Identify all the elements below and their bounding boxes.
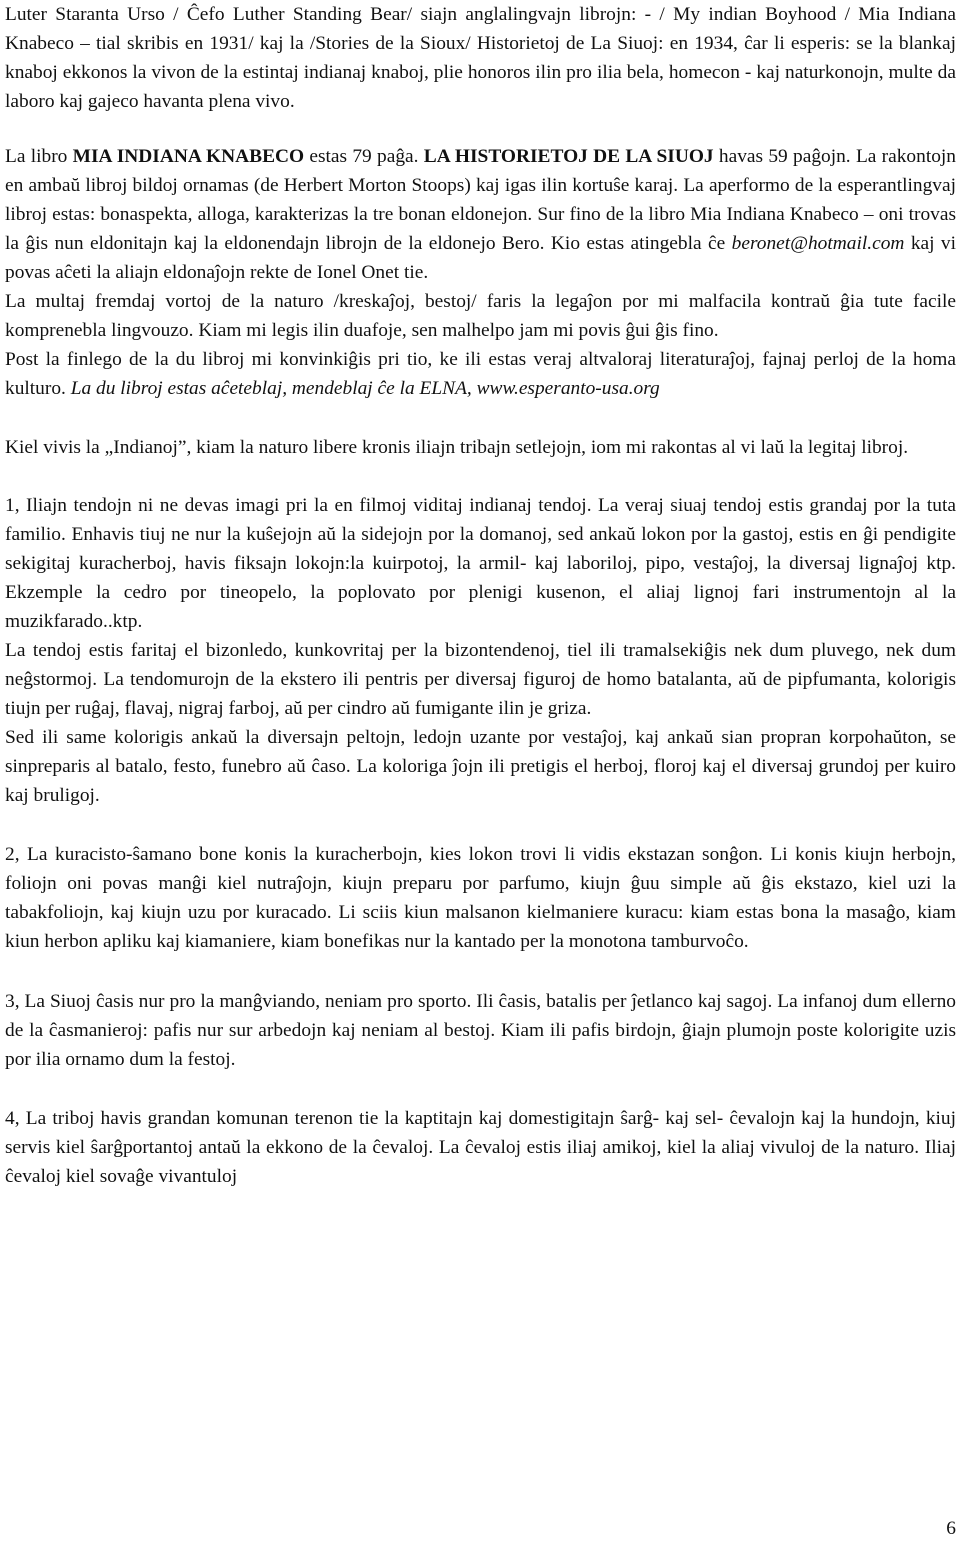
indians-text: Kiel vivis la „Indianoj”, kiam la naturo libere kronis iliajn tribajn setlejojn, iom mi rakontas al vi laŭ la legitaj libroj. [5,437,909,458]
intro-text: Luter Staranta Urso / Ĉefo Luther Standing Bear/ siajn anglalingvajn librojn: - / My indian Boyhood / Mia Indiana Knabeco – tial skribis en 1931/ kaj la /Stories de la Sioux/ Historietoj de La Siuoj: en 1934, ĉar li esperis: se la blankaj knaboj ekkonos la vivon de la estintaj indianaj knaboj, plie honoros ilin pro ilia bela, homecon - kaj naturkonojn, multe da laboro kaj gajeco havanta plena vivo. [5,4,956,112]
section-2-paragraph [5,840,956,956]
section-4-text: 4, La triboj havis grandan komunan terenon tie la kaptitajn kaj domestigitajn ŝarĝ- kaj sel- ĉevalojn kaj la hundojn, kiuj servis kiel ŝarĝportantoj antaŭ la ekkono de la ĉevaloj. La ĉevaloj estis iliaj amikoj, kiel la aliaj vivuloj de la naturo. Iliaj ĉevaloj kiel sovaĝe vivantuloj [5,1108,956,1187]
reading-text: Post la finlego de la du libroj mi konvinkiĝis pri tio, ke ili estas veraj altvaloraj literaturaĵoj, fajnaj perloj de la homa kulturo. [5,349,956,399]
tents-paragraph [5,636,956,723]
section-3-paragraph [5,987,956,1074]
page-number: 6 [946,1518,956,1539]
colors-text: Sed ili same kolorigis ankaŭ la diversajn peltojn, ledojn uzante por vestaĵoj, kaj ankaŭ sian propran korpohaŭton, se sinpreparis al batalo, festo, funebro aŭ ĉaso. La koloriga ĵojn ili pretigis el herboj, floroj kaj el diversaj grundoj per kuiro kaj bruligoj. [5,727,956,806]
books-text-2: estas 79 paĝa. [304,146,424,167]
section-1-paragraph [5,491,956,636]
book-title-historietoj: LA HISTORIETOJ DE LA SIUOJ [423,146,714,167]
nature-text: La multaj fremdaj vortoj de la naturo /kreskaĵoj, bestoj/ faris la legaĵon por mi malfacila kontraŭ ĝia tute facile komprenebla lingvouzo. Kiam mi legis ilin duafoje, sen malhelpo jam mi povis ĝui ĝis fino. [5,291,956,341]
books-paragraph [5,142,956,287]
email-link[interactable]: beronet@hotmail.com [731,233,905,254]
section-3-text: 3, La Siuoj ĉasis nur pro la manĝviando, neniam pro sporto. Ili ĉasis, batalis per ĵetlanco kaj sagoj. La infanoj dum ellerno de la ĉasmanieroj: pafis nur sur arbedojn kaj neniam al bestoj. Kiam ili pafis birdojn, ĝiajn plumojn poste kolorigite uzis por ilia ornamo dum la festoj. [5,991,956,1070]
books-text-5: kaj vi povas aĉeti la aliajn eldonaĵojn rekte de Ionel Onet tie. [5,233,956,283]
section-2-text: 2, La kuracisto-ŝamano bone konis la kuracherbojn, kies lokon trovi li vidis ekstazan sonĝon. Li konis kiujn herbojn, foliojn oni povas manĝi kiel nutraĵojn, kiujn preparu por parfumo, kiujn ĝuu simple aŭ ĝis ekstazo, kiel uzi la tabakfoliojn, kaj kiujn uzu por kuracado. Li sciis kiun malsanon kielmaniere kuracu: kiam estas bona la masaĝo, kiam kiun herbon apliku kaj kiamaniere, kiam bonefikas nur la kantado per la monotona tamburvoĉo. [5,844,956,952]
book-title-mia-indiana-knabeco: MIA INDIANA KNABECO [72,146,305,167]
intro-paragraph [5,0,956,116]
tents-text: La tendoj estis faritaj el bizonledo, kunkovritaj per la bizontendenoj, tiel ili tramalsekiĝis nek dum pluvego, nek dum neĝstormoj. La tendomurojn de la ekstero ili pentris per diversaj figuroj de homo batalanta, aŭ de pipfumanta, kolorigis tiujn per ruĝaj, flavaj, nigraj farboj, aŭ per cindro aŭ fumigante ilin je griza. [5,640,956,719]
books-text-3: havas 59 paĝojn. [713,146,856,167]
colors-paragraph [5,723,956,810]
nature-paragraph [5,287,956,345]
reading-paragraph [5,345,956,403]
indians-paragraph [5,433,956,462]
section-1-text: 1, Iliajn tendojn ni ne devas imagi pri la en filmoj viditaj indianaj tendoj. La veraj siuaj tendoj estis grandaj por la tuta familio. Enhavis tiuj ne nur la kuŝejojn aŭ la sidejojn por la domanoj, sed ankaŭ lokon por la gastoj, estis en ĝi pendigite sekigitaj kuracherboj, havis fiksajn lokojn:la kuirpotoj, la armil- kaj laboriloj, pipo, vestaĵoj, la diversaj lignaĵoj ktp. Ekzemple la cedro por tineopelo, la poplovato por plenigi kusenon, el aliaj lignoj fari instrumentojn al la muzikfarado..ktp. [5,495,956,632]
books-text-1: La libro [5,146,73,167]
books-text-4: La rakontojn en ambaŭ libroj bildoj ornamas (de Herbert Morton Stoops) kaj igas ilin kortuŝe karaj. La aperformo de la esperantlingvaj libroj estas: bonaspekta, alloga, karakterizas la tre bonan eldonejon. Sur fino de la libro Mia Indiana Knabeco – oni trovas la ĝis nun eldonitajn kaj la eldonendajn librojn de la eldonejo Bero. Kio estas atingebla ĉe [5,146,956,254]
document-page [5,0,956,1191]
purchase-note: La du libroj estas aĉeteblaj, mendeblaj ĉe la ELNA, www.esperanto-usa.org [70,378,660,399]
section-4-paragraph [5,1104,956,1191]
